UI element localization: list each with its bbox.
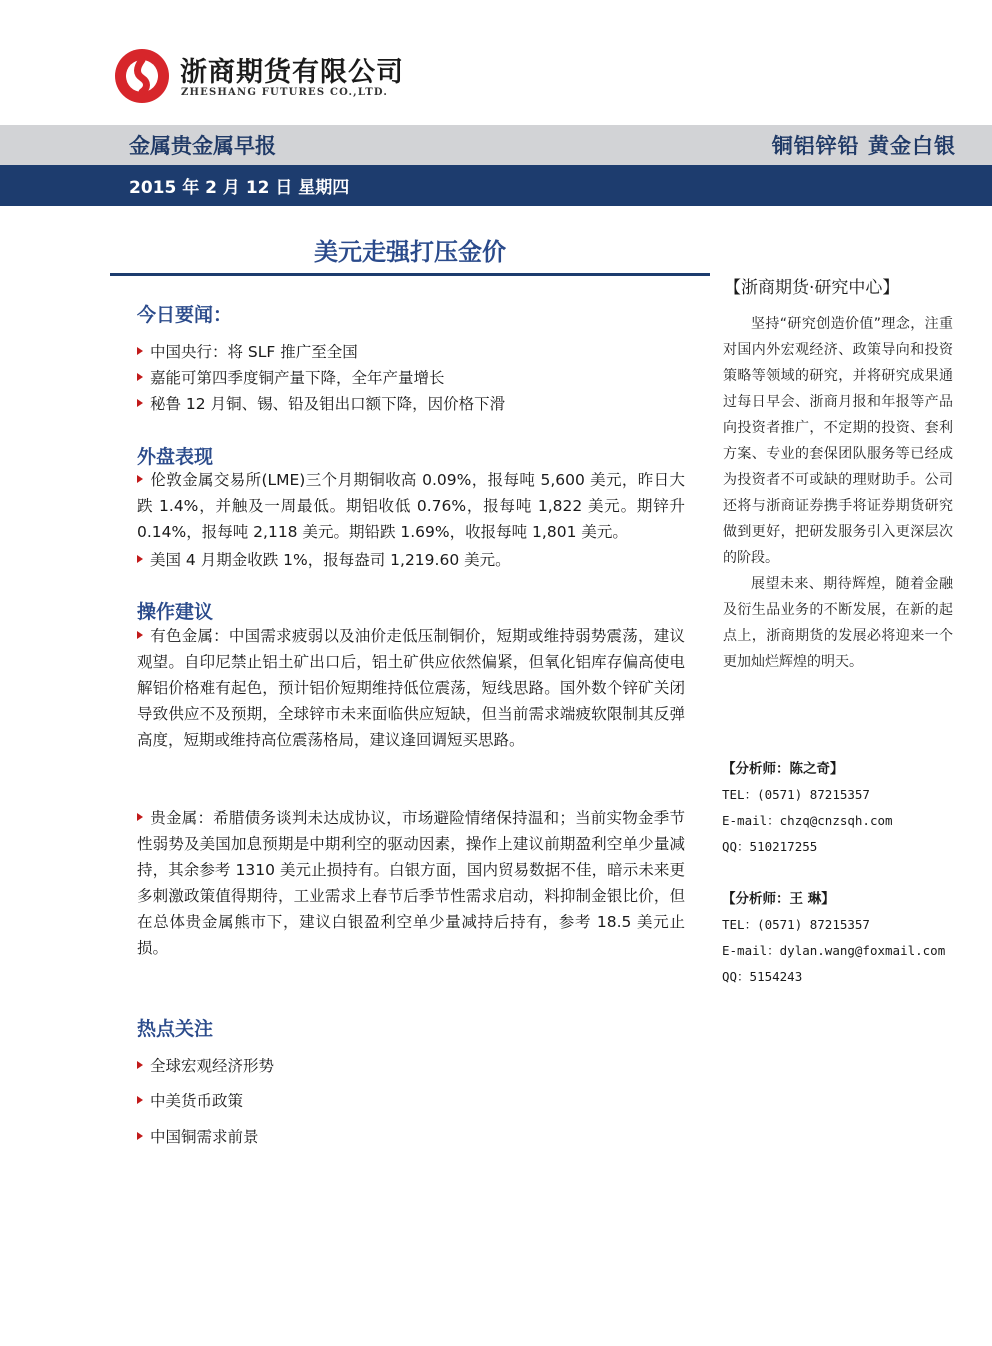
research-center-outlook: 展望未来、期待辉煌，随着金融及衍生品业务的不断发展，在新的起点上，浙商期货的发展必将迎来一个更加灿烂辉煌的明天。 (723, 576, 953, 670)
analyst-qq: QQ：510217255 (722, 839, 818, 854)
hot-item: 中美货币政策 (137, 1089, 243, 1111)
analyst-tel: TEL：(0571) 87215357 (722, 917, 870, 932)
analyst-qq: QQ：5154243 (722, 969, 803, 984)
main-headline: 美元走强打压金价 (314, 238, 506, 266)
report-date: 2015 年 2 月 12 日 星期四 (129, 178, 350, 198)
section-title-market: 外盘表现 (137, 446, 214, 468)
covered-metals: 铜铝锌铅 黄金白银 (771, 134, 956, 158)
market-gold-item: 美国 4 月期金收跌 1%，报每盎司 1,219.60 美元。 (137, 548, 511, 570)
section-title-advice: 操作建议 (137, 601, 214, 623)
analyst-name: 【分析师：王 琳】 (722, 891, 835, 907)
bullet-arrow-icon (137, 809, 150, 827)
advice-base-metals: 有色金属：中国需求疲弱以及油价走低压制铜价，短期或维持弱势震荡，建议观望。自印尼禁止铝土矿出口后，铝土矿供应依然偏紧，但氧化铝库存偏高使电解铝价格难有起色，预计铝价短期维持低位震荡，短线思路。国外数个锌矿关闭导致供应不及预期，全球锌市未来面临供应短缺，但当前需求端疲软限制其反弹高度，短期或维持高位震荡格局，建议逢回调短买思路。 (137, 627, 685, 749)
news-item: 秘鲁 12 月铜、锡、铅及钼出口额下降，因价格下滑 (137, 392, 505, 414)
hot-item: 中国铜需求前景 (137, 1125, 259, 1147)
section-title-news: 今日要闻： (137, 304, 233, 326)
company-name-en: ZHESHANG FUTURES CO.,LTD. (181, 87, 389, 98)
headline-divider (110, 273, 710, 276)
report-name: 金属贵金属早报 (129, 134, 276, 158)
advice-precious-metals: 贵金属：希腊债务谈判未达成协议，市场避险情绪保持温和；当前实物金季节性弱势及美国加息预期是中期利空的驱动因素，操作上建议前期盈利空单少量减持，其余参考 1310 美元止损持有。白银方面，国内贸易数据不佳，暗示未来更多刺激政策值得期待，工业需求上春节后季节性需求启动，料抑制金银比价，但在总体贵金属熊市下，建议白银盈利空单少量减持后持有，参考 18.5 美元止损。 (137, 809, 685, 957)
analyst-email[interactable]: E-mail：dylan.wang@foxmail.com (722, 943, 946, 958)
market-paragraph: 伦敦金属交易所(LME)三个月期铜收高 0.09%，报每吨 5,600 美元，昨日大跌 1.4%，并触及一周最低。期铝收低 0.76%，报每吨 1,822 美元。期锌升 0.14%，报每吨 2,118 美元。期铅跌 1.69%，收报每吨 1,801 美元。 (137, 471, 685, 541)
analyst-name: 【分析师：陈之奇】 (722, 761, 844, 777)
section-title-hot: 热点关注 (137, 1018, 214, 1040)
research-center-title: 【浙商期货·研究中心】 (724, 278, 900, 298)
news-item: 中国央行：将 SLF 推广至全国 (137, 340, 358, 362)
analyst-email[interactable]: E-mail：chzq@cnzsqh.com (722, 813, 893, 828)
company-name-cn: 浙商期货有限公司 (180, 57, 404, 88)
research-center-intro: 坚持“研究创造价值”理念，注重对国内外宏观经济、政策导向和投资策略等领域的研究，并将研究成果通过每日早会、浙商月报和年报等产品向投资者推广，不定期的投资、套利方案、专业的套保团队服务等已经成为投资者不可或缺的理财助手。公司还将与浙商证券携手将证券期货研究做到更好，把研发服务引入更深层次的阶段。 (723, 316, 953, 566)
company-logo-icon (114, 48, 170, 104)
analyst-tel: TEL：(0571) 87215357 (722, 787, 870, 802)
news-item: 嘉能可第四季度铜产量下降，全年产量增长 (137, 366, 445, 388)
bullet-arrow-icon (137, 627, 150, 645)
bullet-arrow-icon (137, 471, 150, 489)
hot-item: 全球宏观经济形势 (137, 1054, 274, 1076)
